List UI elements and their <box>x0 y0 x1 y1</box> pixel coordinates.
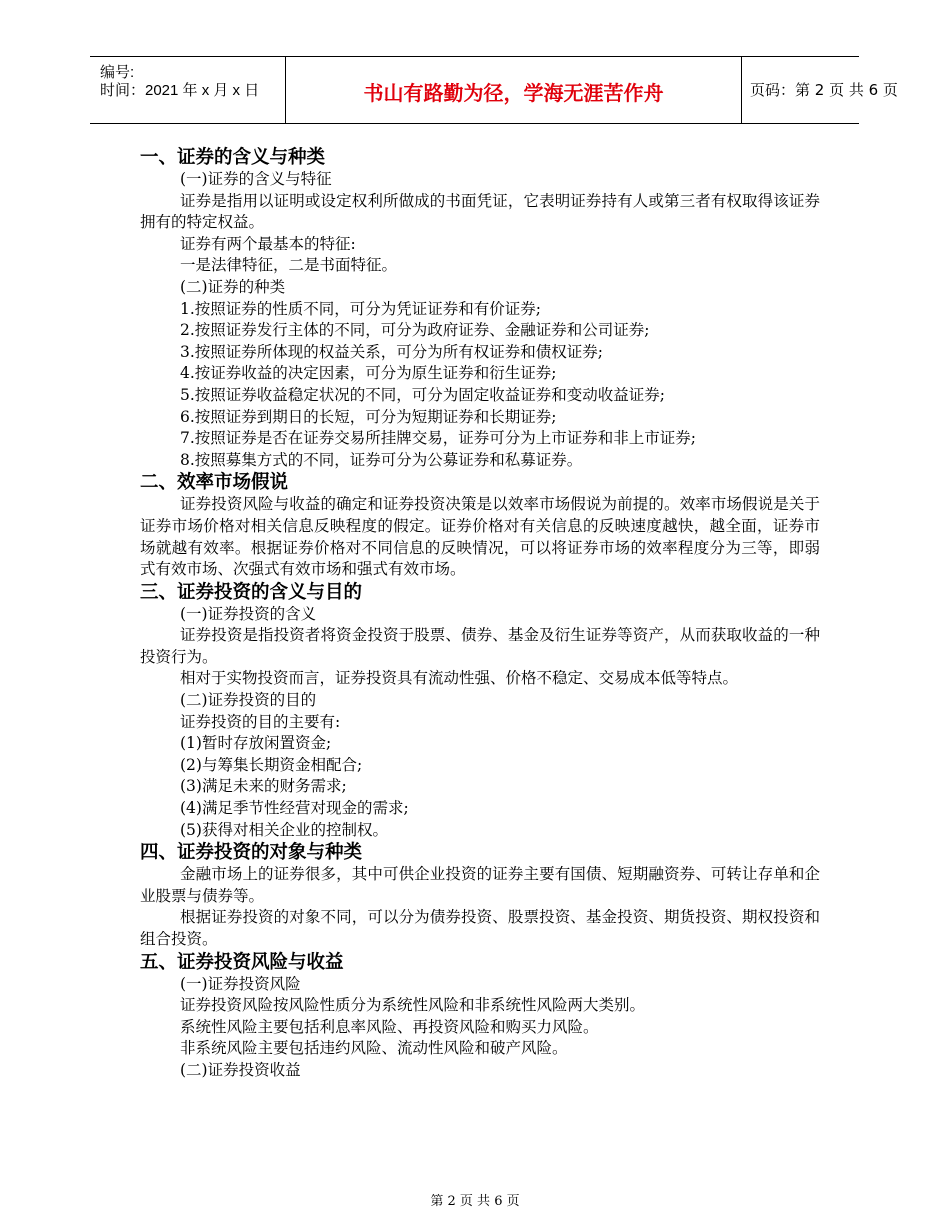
section-heading: 二、效率市场假说 <box>140 472 289 494</box>
time-label: 时间：2021 年 x 月 x 日 <box>100 82 260 99</box>
list-item: 8.按照募集方式的不同，证券可分为公募证券和私募证券。 <box>180 450 583 469</box>
header-table <box>90 56 898 124</box>
list-item: (2)与筹集长期资金相配合; <box>180 755 363 774</box>
subsection-heading: (一)证券的含义与特征 <box>180 170 332 188</box>
paragraph: 证券投资是指投资者将资金投资于股票、债券、基金及衍生证券等资产，从而获取收益的一种投资行为。 <box>140 626 820 666</box>
paragraph: 相对于实物投资而言，证券投资具有流动性强、价格不稳定、交易成本低等特点。 <box>180 669 739 688</box>
list-item: 3.按照证券所体现的权益关系，可分为所有权证券和债权证券; <box>180 342 604 361</box>
subsection-heading: (一)证券投资的含义 <box>180 604 317 623</box>
paragraph: 金融市场上的证券很多，其中可供企业投资的证券主要有国债、短期融资券、可转让存单和企业股票与债券等。 <box>140 865 820 905</box>
paragraph: 根据证券投资的对象不同，可以分为债券投资、股票投资、基金投资、期货投资、期权投资和组合投资。 <box>140 908 820 948</box>
document-body <box>140 146 820 1082</box>
list-item: 6.按照证券到期日的长短，可分为短期证券和长期证券; <box>180 407 557 426</box>
paragraph: 系统性风险主要包括利息率风险、再投资风险和购买力风险。 <box>180 1017 599 1036</box>
list-item: (5)获得对相关企业的控制权。 <box>180 820 388 839</box>
subsection-heading: (二)证券的种类 <box>180 277 286 296</box>
subsection-heading: (二)证券投资的目的 <box>180 691 317 710</box>
paragraph: 一是法律特征，二是书面特征。 <box>180 256 398 275</box>
list-item: 2.按照证券发行主体的不同，可分为政府证券、金融证券和公司证券; <box>180 321 650 340</box>
list-item: (1)暂时存放闲置资金; <box>180 734 332 753</box>
section-heading: 五、证券投资风险与收益 <box>140 951 344 973</box>
header-page-cell <box>742 57 898 123</box>
header-info-cell <box>90 57 286 123</box>
list-item: 7.按照证券是否在证券交易所挂牌交易，证券可分为上市证券和非上市证券; <box>180 429 697 448</box>
header-motto-cell <box>286 57 742 123</box>
paragraph: 证券投资的目的主要有: <box>180 712 341 731</box>
paragraph: 证券有两个最基本的特征: <box>180 234 356 253</box>
subsection-heading: (二)证券投资收益 <box>180 1060 301 1079</box>
list-item: 4.按证券收益的决定因素，可分为原生证券和衍生证券; <box>180 364 557 383</box>
motto-text: 书山有路勤为径，学海无涯苦作舟 <box>363 81 664 105</box>
subsection-heading: (一)证券投资风险 <box>180 974 301 993</box>
section-heading: 三、证券投资的含义与目的 <box>140 581 363 603</box>
paragraph: 证券是指用以证明或设定权利所做成的书面凭证，它表明证券持有人或第三者有权取得该证券拥有的特定权益。 <box>140 191 820 232</box>
list-item: (3)满足未来的财务需求; <box>180 777 347 796</box>
paragraph: 证券投资风险与收益的确定和证券投资决策是以效率市场假说为前提的。效率市场假说是关于证券市场价格对相关信息反映程度的假定。证券价格对有关信息的反映速度越快，越全面，证券市场就越有效率。根据证券价格对不同信息的反映情况，可以将证券市场的效率程度分为三等，即弱式有效市场、次强式有效市场和强式有效市场。 <box>140 495 820 579</box>
paragraph: 非系统风险主要包括违约风险、流动性风险和破产风险。 <box>180 1039 568 1058</box>
number-label: 编号: <box>100 64 135 81</box>
section-heading: 四、证券投资的对象与种类 <box>140 842 363 864</box>
paragraph: 证券投资风险按风险性质分为系统性风险和非系统性风险两大类别。 <box>180 996 646 1015</box>
page-number-label: 页码：第 2 页 共 6 页 <box>750 81 898 99</box>
list-item: 5.按照证券收益稳定状况的不同，可分为固定收益证券和变动收益证券; <box>180 385 666 404</box>
page-footer: 第 2 页 共 6 页 <box>430 1194 520 1209</box>
list-item: 1.按照证券的性质不同，可分为凭证证券和有价证券; <box>180 299 542 318</box>
list-item: (4)满足季节性经营对现金的需求; <box>180 799 409 818</box>
section-heading: 一、证券的含义与种类 <box>140 147 326 168</box>
